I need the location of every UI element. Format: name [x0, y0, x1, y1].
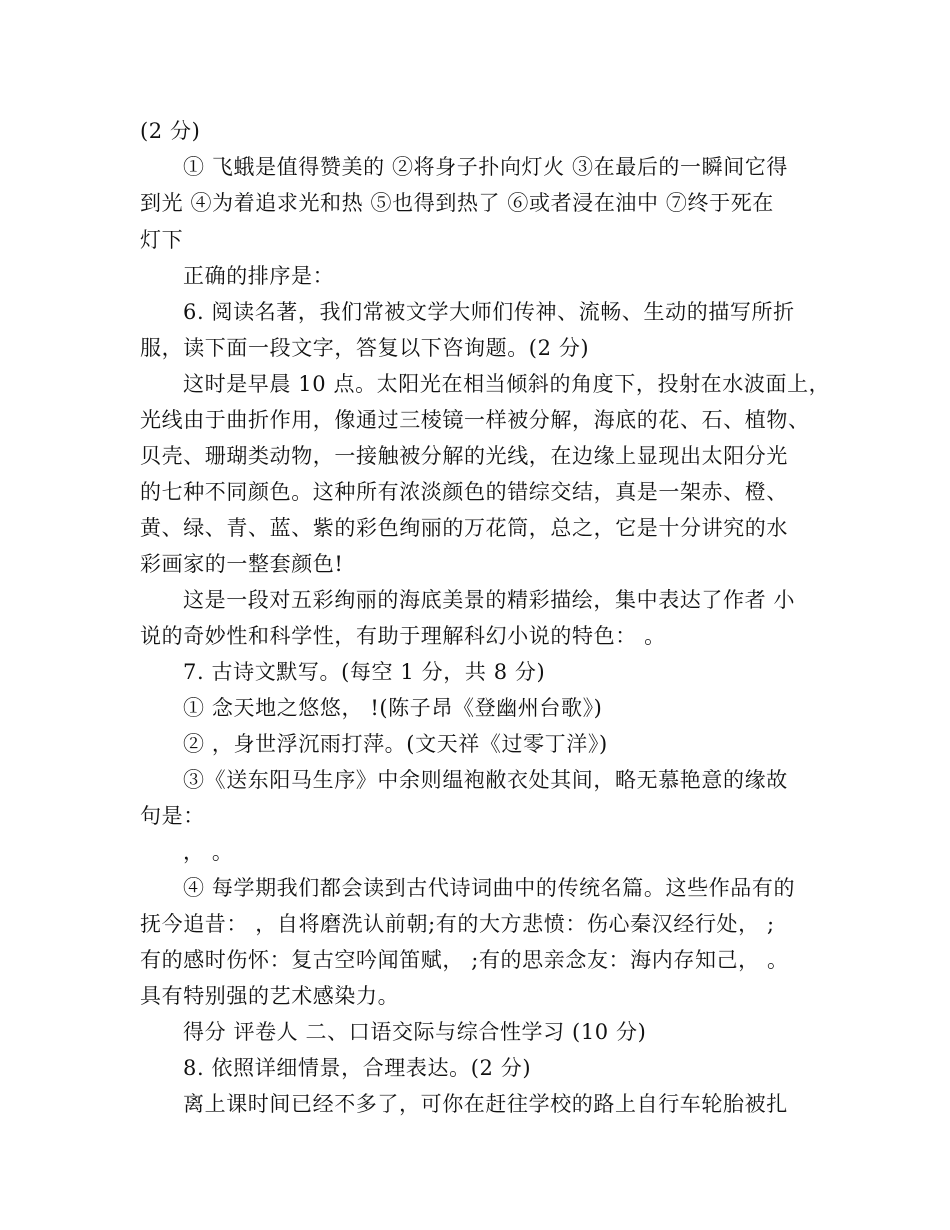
text-line: 有的感时伤怀：复古空吟闻笛赋， ;有的思亲念友：海内存知己， 。	[140, 948, 789, 972]
text-line: ① 念天地之悠悠， !(陈子昂《登幽州台歌》)	[183, 696, 603, 720]
question-6: 6. 阅读名著，我们常被文学大师们传神、流畅、生动的描写所折	[183, 300, 795, 324]
passage-line: 彩画家的一整套颜色!	[140, 552, 344, 576]
text-line: 到光 ④为着追求光和热 ⑤也得到热了 ⑥或者浸在油中 ⑦终于死在	[140, 191, 774, 215]
section-heading: 得分 评卷人 二、口语交际与综合性学习 (10 分)	[183, 1020, 647, 1044]
text-line: ④ 每学期我们都会读到古代诗词曲中的传统名篇。这些作品有的	[183, 876, 796, 900]
passage-line: 这时是早晨 10 点。太阳光在相当倾斜的角度下，投射在水波面上，	[183, 372, 831, 396]
score-note: (2 分)	[140, 119, 201, 143]
passage-line: 贝壳、珊瑚类动物，一接触被分解的光线，在边缘上显现出太阳分光	[140, 444, 788, 468]
text-line: 服，读下面一段文字，答复以下咨询题。(2 分)	[140, 336, 590, 360]
text-line: 具有特别强的艺术感染力。	[140, 984, 400, 1008]
text-line: 离上课时间已经不多了，可你在赶往学校的路上自行车轮胎被扎	[183, 1092, 788, 1116]
passage-line: 光线由于曲折作用，像通过三棱镜一样被分解，海底的花、石、植物、	[140, 408, 810, 432]
answer-blank-line: ， 。	[183, 840, 234, 864]
passage-line: 的七种不同颜色。这种所有浓淡颜色的错综交结，真是一架赤、橙、	[140, 480, 788, 504]
text-line: 句是：	[140, 804, 205, 828]
text-line: ① 飞蛾是值得赞美的 ②将身子扑向灯火 ③在最后的一瞬间它得	[183, 155, 789, 179]
text-line: 正确的排序是：	[183, 264, 335, 288]
text-line: 说的奇妙性和科学性，有助于理解科幻小说的特色： 。	[140, 624, 666, 648]
question-8: 8. 依照详细情景，合理表达。(2 分)	[183, 1056, 532, 1080]
text-line: 抚今追昔： ，自将磨洗认前朝;有的大方悲愤：伤心秦汉经行处， ;	[140, 912, 775, 936]
text-line: 这是一段对五彩绚丽的海底美景的精彩描绘，集中表达了作者 小	[183, 588, 796, 612]
passage-line: 黄、绿、青、蓝、紫的彩色绚丽的万花筒，总之，它是十分讲究的水	[140, 516, 788, 540]
text-line: ② ，身世浮沉雨打萍。(文天祥《过零丁洋》)	[183, 732, 608, 756]
text-line: ③《送东阳马生序》中余则缊袍敝衣处其间，略无慕艳意的缘故	[183, 768, 788, 792]
question-7: 7. 古诗文默写。(每空 1 分，共 8 分)	[183, 660, 546, 684]
text-line: 灯下	[140, 228, 184, 252]
